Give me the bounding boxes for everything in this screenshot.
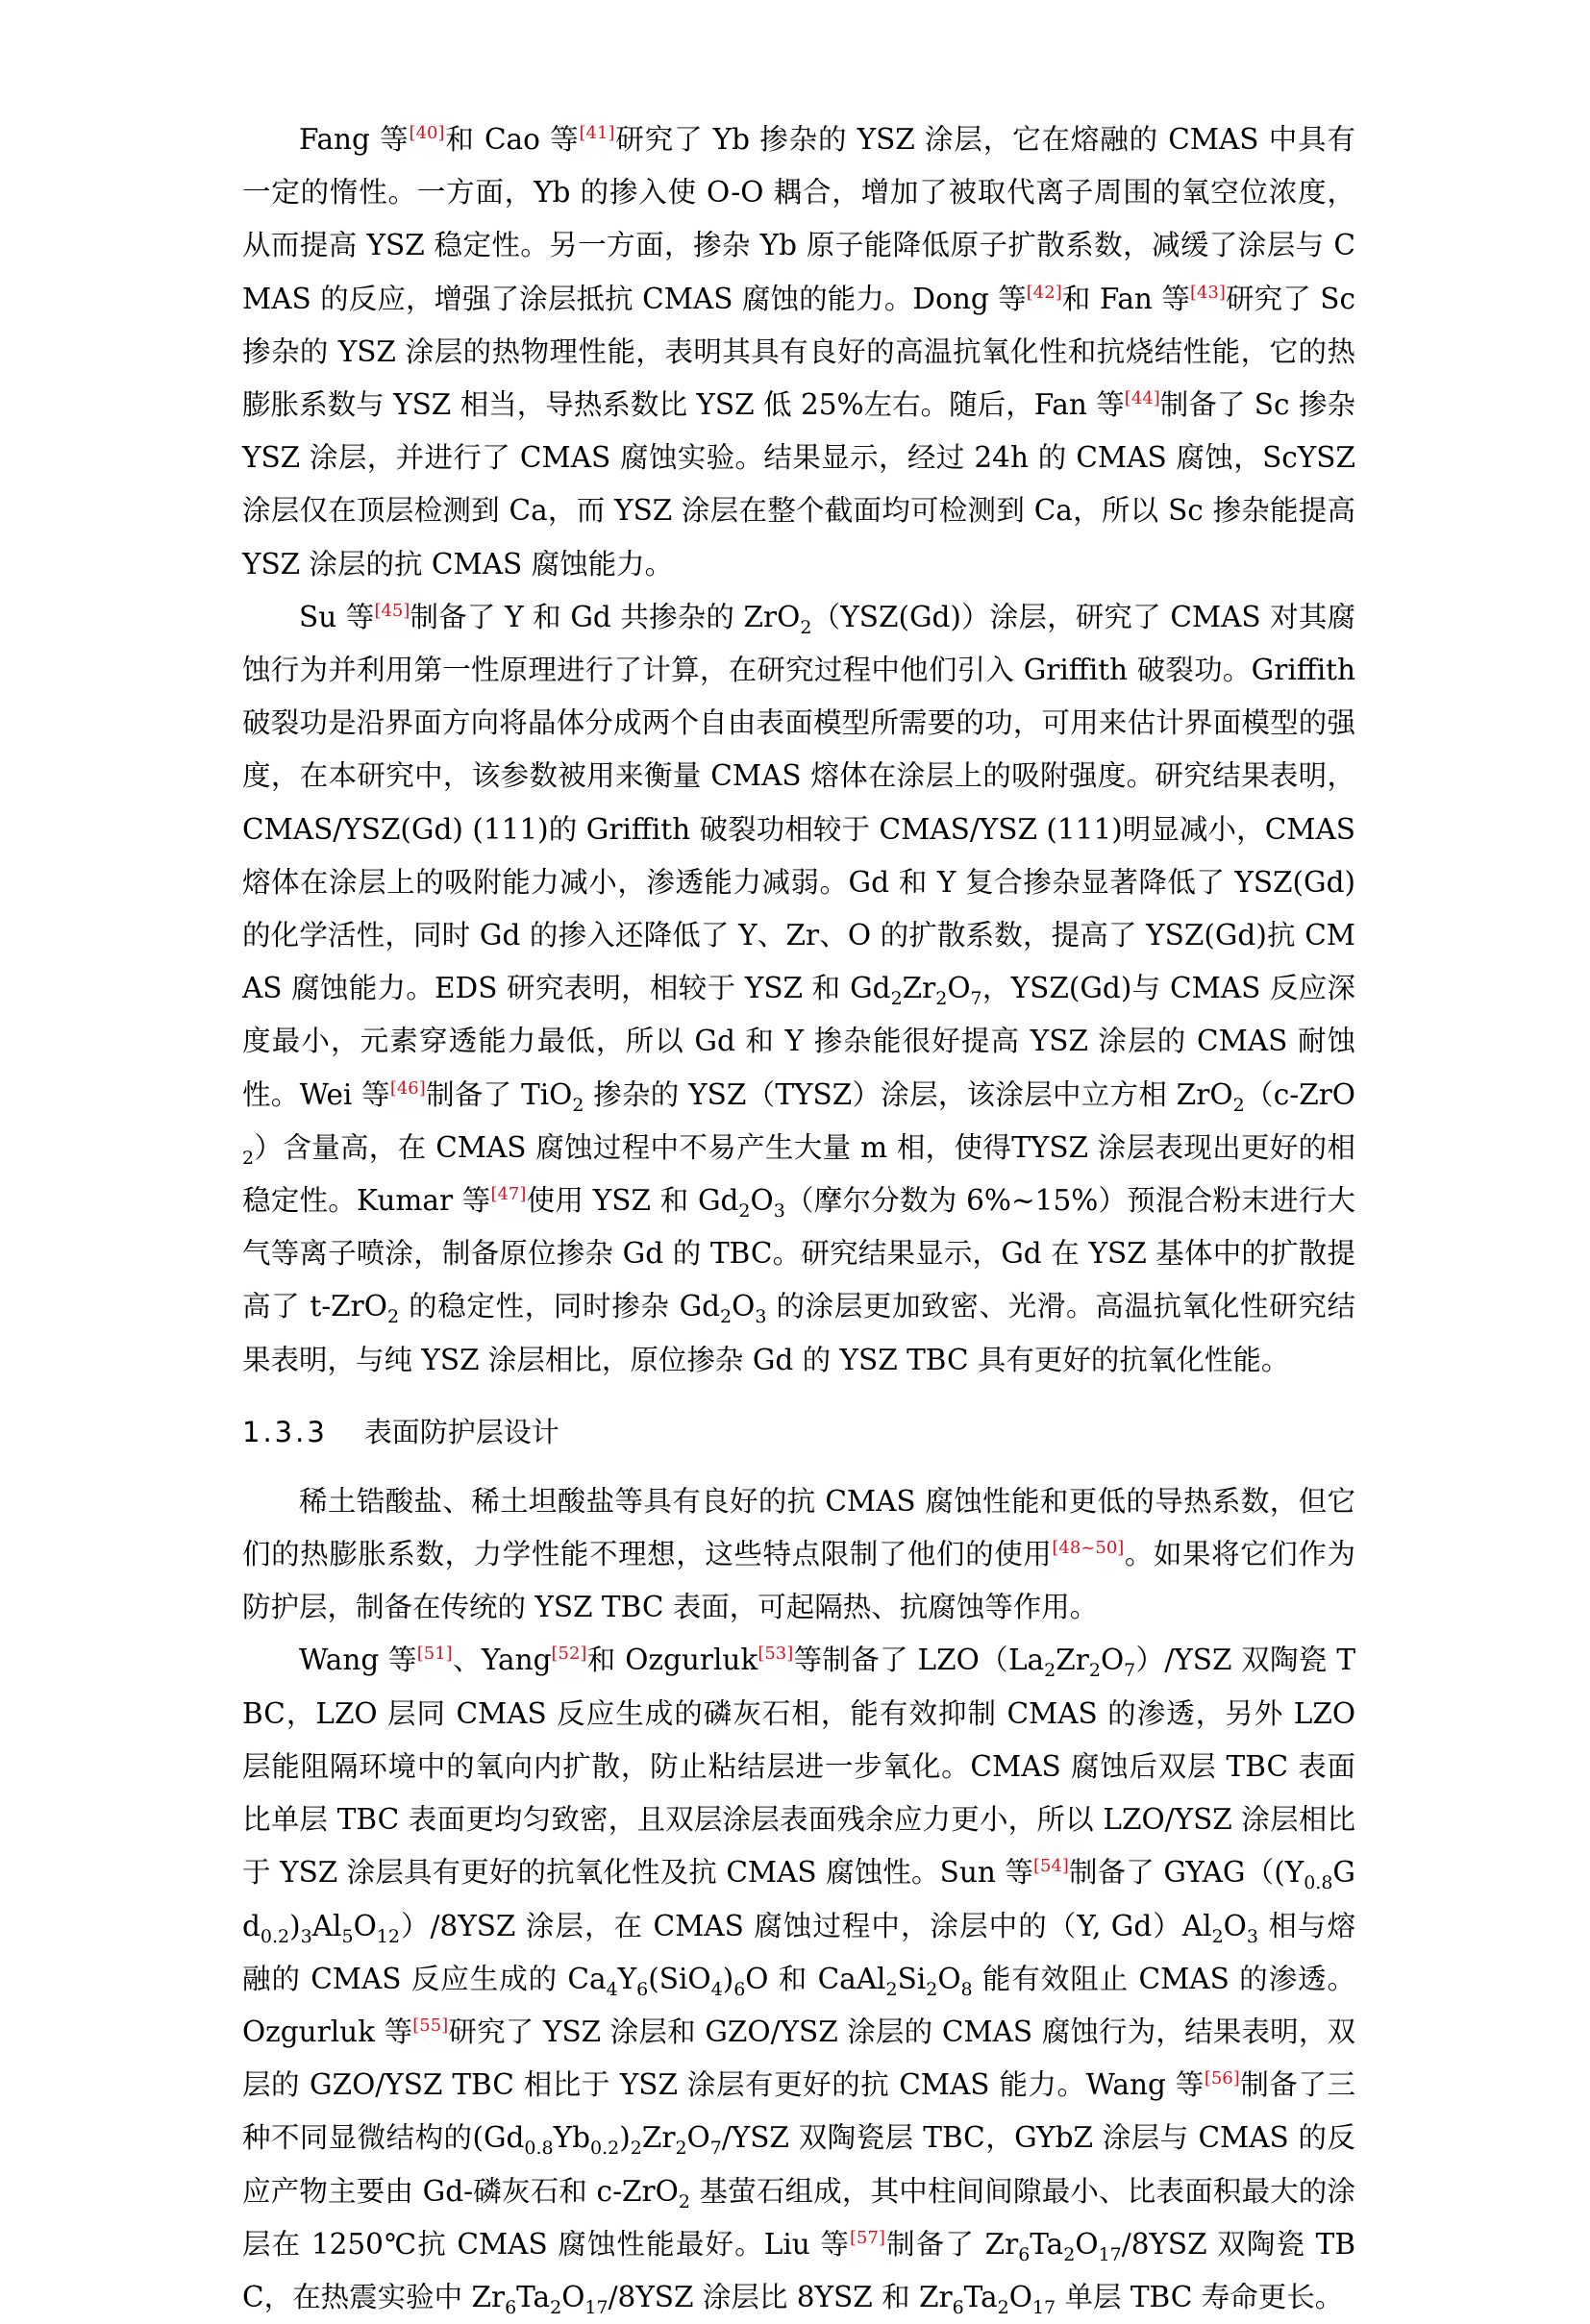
subscript: 2 xyxy=(997,2296,1009,2318)
text-run: Su 等 xyxy=(299,600,375,633)
subscript: 2 xyxy=(890,988,903,1010)
text-run: O xyxy=(937,1962,961,1995)
subscript: 7 xyxy=(709,2138,722,2160)
subscript: 2 xyxy=(1063,2243,1076,2265)
subscript: 6 xyxy=(636,1978,649,2000)
text-run: 制备了 TiO xyxy=(425,1077,573,1111)
text-run: （c-ZrO xyxy=(1244,1077,1355,1111)
text-run: 制备了 GYAG（(Y xyxy=(1068,1856,1304,1890)
subscript: 2 xyxy=(926,1978,938,2000)
subscript: 7 xyxy=(1124,1660,1136,1682)
body-paragraph xyxy=(242,1634,1355,2324)
text-run: 单层 TBC 寿命更长。 xyxy=(1056,2280,1344,2313)
section-heading xyxy=(242,1408,1355,1456)
text-run: 等制备了 LZO（La xyxy=(793,1644,1045,1677)
subscript: 6 xyxy=(1018,2243,1031,2265)
text-run: 相与熔融的 CMAS 反应生成的 Ca xyxy=(242,1909,1355,1995)
text-run: Zr xyxy=(1056,1644,1089,1677)
citation-ref: [44] xyxy=(1124,388,1160,409)
text-run: 研究了 YSZ 涂层和 GZO/YSZ 涂层的 CMAS 腐蚀行为，结果表明，双层的 GZO/YSZ TBC 相比于 YSZ 涂层有更好的抗 CMAS 能力。Wang 等 xyxy=(242,2015,1355,2102)
subscript: 12 xyxy=(376,1925,400,1947)
text-run: O xyxy=(947,972,971,1005)
text-run: 制备了 Sc 掺杂 YSZ 涂层，并进行了 CMAS 腐蚀实验。结果显示，经过 24h 的 CMAS 腐蚀，ScYSZ 涂层仅在顶层检测到 Ca，而 YSZ 涂层在整个截面均可检测到 Ca，所以 Sc 掺杂能提高 YSZ 涂层的抗 CMAS 腐蚀能力。 xyxy=(242,388,1355,581)
subscript: 4 xyxy=(606,1978,618,2000)
text-run: O xyxy=(732,1290,756,1323)
text-run: Zr xyxy=(641,2121,676,2155)
text-run: O xyxy=(1008,2280,1032,2313)
text-run: /YSZ 双陶瓷层 TBC，GYbZ 涂层与 CMAS 的反应产物主要由 Gd-磷灰石和 c-ZrO xyxy=(242,2121,1355,2208)
subscript: 2 xyxy=(1088,1660,1101,1682)
subscript: 3 xyxy=(773,1199,785,1222)
subscript: 3 xyxy=(1246,1925,1258,1947)
text-run: ) xyxy=(619,2121,631,2155)
subscript: 4 xyxy=(710,1978,723,2000)
subscript: 3 xyxy=(755,1306,767,1328)
text-run: ）/YSZ 双陶瓷 TBC，LZO 层同 CMAS 反应生成的磷灰石相，能有效抑制 CMAS 的渗透，另外 LZO 层能阻隔环境中的氧向内扩散，防止粘结层进一步氧化。CMAS 腐蚀后双层 TBC 表面比单层 TBC 表面更均匀致密，且双层涂层表面残余应力更小，所以 LZO/YSZ 涂层相比于 YSZ 涂层具有更好的抗氧化性及抗 CMAS 腐蚀性。Sun 等 xyxy=(242,1644,1355,1890)
subscript: 5 xyxy=(341,1925,354,1947)
body-paragraph xyxy=(242,113,1355,591)
text-run: Yb xyxy=(553,2121,590,2155)
paragraphs-top xyxy=(242,113,1355,1387)
subscript: 2 xyxy=(550,2296,562,2318)
subscript: 2 xyxy=(800,616,812,638)
text-run: 的稳定性，同时掺杂 Gd xyxy=(399,1290,721,1323)
text-run: Y xyxy=(617,1962,637,1995)
text-run: O xyxy=(1075,2227,1099,2261)
text-run: /8YSZ 双陶瓷 TBC，在热震实验中 Zr xyxy=(242,2227,1356,2313)
subscript: 2 xyxy=(675,2138,687,2160)
citation-ref: [47] xyxy=(490,1184,527,1205)
text-run: 和 Fan 等 xyxy=(1061,282,1190,315)
subscript: 17 xyxy=(584,2296,609,2318)
subscript: 0.8 xyxy=(1304,1872,1333,1894)
text-run: ) xyxy=(722,1962,734,1995)
body-paragraph xyxy=(242,591,1355,1387)
section-number: 1.3.3 xyxy=(242,1415,328,1448)
section-title: 表面防护层设计 xyxy=(363,1415,559,1448)
subscript: 6 xyxy=(733,1978,746,2000)
citation-ref: [41] xyxy=(579,123,615,144)
text-run: (SiO xyxy=(648,1962,711,1995)
text-run: Fang 等 xyxy=(299,123,410,156)
paragraphs-bottom xyxy=(242,1475,1355,2324)
text-run: O xyxy=(686,2121,710,2155)
text-run: 稀土锆酸盐、稀土坦酸盐等具有良好的抗 CMAS 腐蚀性能和更低的导热系数，但它们的热膨胀系数，力学性能不理想，这些特点限制了他们的使用 xyxy=(242,1484,1355,1571)
citation-ref: [48~50] xyxy=(1052,1538,1125,1559)
subscript: 2 xyxy=(720,1306,733,1328)
text-run: 。如果将它们作为防护层，制备在传统的 YSZ TBC 表面，可起隔热、抗腐蚀等作用。 xyxy=(242,1538,1355,1624)
text-run: Gd xyxy=(242,1856,1355,1942)
citation-ref: [45] xyxy=(374,601,410,621)
text-run: Ta xyxy=(1030,2227,1064,2261)
text-run: 使用 YSZ 和 Gd xyxy=(526,1184,739,1218)
subscript: 8 xyxy=(960,1978,973,2000)
text-run: Al xyxy=(311,1909,342,1942)
subscript: 2 xyxy=(242,1147,255,1169)
subscript: 2 xyxy=(1044,1660,1056,1682)
citation-ref: [51] xyxy=(416,1644,453,1665)
text-run: ，YSZ(Gd)与 CMAS 反应深度最小，元素穿透能力最低，所以 Gd 和 Y 掺杂能很好提高 YSZ 涂层的 CMAS 耐蚀性。Wei 等 xyxy=(242,972,1355,1111)
text-run: O xyxy=(353,1909,377,1942)
text-run: O xyxy=(561,2280,585,2313)
text-run: O 和 CaAl xyxy=(745,1962,886,1995)
subscript: 7 xyxy=(970,988,982,1010)
subscript: 17 xyxy=(1031,2296,1056,2318)
subscript: 0.2 xyxy=(590,2138,620,2160)
text-run: 研究了 Yb 掺杂的 YSZ 涂层，它在熔融的 CMAS 中具有一定的惰性。一方面，Yb 的掺入使 O-O 耦合，增加了被取代离子周围的氧空位浓度，从而提高 YSZ 稳定性。另一方面，掺杂 Yb 原子能降低原子扩散系数，减缓了涂层与 CMAS 的反应，增强了涂层抵抗 CMAS 腐蚀的能力。Dong 等 xyxy=(242,123,1355,315)
page-content xyxy=(242,113,1355,2324)
subscript: 2 xyxy=(572,1094,584,1116)
subscript: 17 xyxy=(1098,2243,1122,2265)
citation-ref: [46] xyxy=(389,1077,426,1099)
text-run: 和 Ozgurluk xyxy=(586,1644,758,1677)
text-run: 掺杂的 YSZ（TYSZ）涂层，该涂层中立方相 ZrO xyxy=(584,1077,1233,1111)
subscript: 0.2 xyxy=(260,1925,290,1947)
subscript: 2 xyxy=(630,2138,642,2160)
text-run: ）含量高，在 CMAS 腐蚀过程中不易产生大量 m 相，使得TYSZ 涂层表现出更好的相稳定性。Kumar 等 xyxy=(242,1130,1355,1218)
text-run: 和 Cao 等 xyxy=(444,123,580,156)
subscript: 3 xyxy=(300,1925,312,1947)
subscript: 2 xyxy=(935,988,948,1010)
text-run: Ta xyxy=(516,2280,551,2313)
text-run: Si xyxy=(897,1962,927,1995)
text-run: 能有效阻止 CMAS 的渗透。Ozgurluk 等 xyxy=(242,1962,1355,2048)
citation-ref: [54] xyxy=(1032,1856,1069,1877)
text-run: ）/8YSZ 涂层，在 CMAS 腐蚀过程中，涂层中的（Y, Gd）Al xyxy=(399,1909,1212,1942)
text-run: （摩尔分数为 6%~15%）预混合粉末进行大气等离子喷涂，制备原位掺杂 Gd 的 TBC。研究结果显示，Gd 在 YSZ 基体中的扩散提高了 t-ZrO xyxy=(242,1184,1355,1323)
subscript: 2 xyxy=(678,2190,690,2213)
text-run: 制备了 Y 和 Gd 共掺杂的 ZrO xyxy=(410,600,801,633)
citation-ref: [42] xyxy=(1026,282,1062,303)
text-run: O xyxy=(1223,1909,1247,1942)
subscript: 6 xyxy=(952,2296,964,2318)
text-run: 制备了 Zr xyxy=(884,2227,1019,2261)
text-run: 、Yang xyxy=(452,1644,552,1677)
text-run: 研究了 Sc 掺杂的 YSZ 涂层的热物理性能，表明其具有良好的高温抗氧化性和抗烧结性能，它的热膨胀系数与 YSZ 相当，导热系数比 YSZ 低 25%左右。随后，Fan 等 xyxy=(242,282,1356,422)
citation-ref: [57] xyxy=(850,2227,885,2248)
subscript: 6 xyxy=(505,2296,517,2318)
subscript: 2 xyxy=(386,1306,400,1328)
body-paragraph xyxy=(242,1475,1355,1635)
subscript: 0.8 xyxy=(524,2138,554,2160)
text-run: ) xyxy=(289,1909,301,1942)
text-run: O xyxy=(750,1184,774,1218)
citation-ref: [40] xyxy=(409,123,445,144)
citation-ref: [56] xyxy=(1204,2068,1240,2089)
subscript: 2 xyxy=(1232,1094,1245,1116)
citation-ref: [53] xyxy=(758,1644,794,1665)
citation-ref: [52] xyxy=(551,1644,587,1665)
citation-ref: [43] xyxy=(1190,282,1226,303)
text-run: Ta xyxy=(963,2280,998,2313)
text-run: 的涂层更加致密、光滑。高温抗氧化性研究结果表明，与纯 YSZ 涂层相比，原位掺杂 Gd 的 YSZ TBC 具有更好的抗氧化性能。 xyxy=(242,1290,1355,1376)
text-run: 制备了三种不同显微结构的(Gd xyxy=(242,2068,1355,2155)
text-run: Wang 等 xyxy=(299,1644,417,1677)
text-run: Zr xyxy=(902,972,936,1005)
subscript: 2 xyxy=(1211,1925,1224,1947)
text-run: 基萤石组成，其中柱间间隙最小、比表面积最大的涂层在 1250℃抗 CMAS 腐蚀性能最好。Liu 等 xyxy=(242,2174,1355,2261)
subscript: 2 xyxy=(885,1978,898,2000)
text-run: /8YSZ 涂层比 8YSZ 和 Zr xyxy=(608,2280,953,2313)
subscript: 2 xyxy=(738,1199,751,1222)
citation-ref: [55] xyxy=(412,2015,449,2037)
text-run: O xyxy=(1100,1644,1125,1677)
text-run: （YSZ(Gd)）涂层，研究了 CMAS 对其腐蚀行为并利用第一性原理进行了计算，在研究过程中他们引入 Griffith 破裂功。Griffith 破裂功是沿界面方向将晶体分成两个自由表面模型所需要的功，可用来估计界面模型的强度，在本研究中，该参数被用来衡量 CMAS 熔体在涂层上的吸附强度。研究结果表明，CMAS/YSZ(Gd) (111)的 Griffith 破裂功相较于 CMAS/YSZ (111)明显减小，CMAS 熔体在涂层上的吸附能力减小，渗透能力减弱。Gd 和 Y 复合掺杂显著降低了 YSZ(Gd)的化学活性，同时 Gd 的掺入还降低了 Y、Zr、O 的扩散系数，提高了 YSZ(Gd)抗 CMAS 腐蚀能力。EDS 研究表明，相较于 YSZ 和 Gd xyxy=(242,600,1355,1005)
